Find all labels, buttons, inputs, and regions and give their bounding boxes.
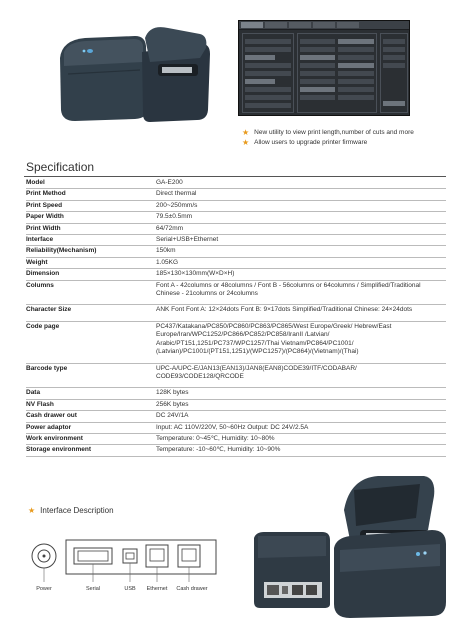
interface-title-text: Interface Description: [40, 506, 114, 515]
table-row: [26, 178, 446, 189]
spec-label: Print Method: [26, 189, 156, 200]
port-label-cash-drawer: Cash drawer: [176, 586, 208, 592]
table-row: [26, 422, 446, 433]
feature-text: Allow users to upgrade printer firmware: [254, 139, 368, 146]
table-row: [26, 433, 446, 444]
table-row: [26, 223, 446, 234]
table-row: [26, 411, 446, 422]
feature-text: New utility to view print length,number of cuts and more: [254, 129, 414, 136]
spec-label: Power adaptor: [26, 422, 156, 433]
feature-item: [242, 128, 414, 138]
table-row: [26, 257, 446, 268]
spec-value: 128K bytes: [156, 388, 446, 399]
feature-item: [242, 138, 414, 148]
spec-value: Direct thermal: [156, 189, 446, 200]
port-label-serial: Serial: [85, 586, 101, 592]
spec-value: 150km: [156, 246, 446, 257]
spec-label: Print Width: [26, 223, 156, 234]
table-row: [26, 235, 446, 246]
spec-value: 79.5±0.5mm: [156, 212, 446, 223]
spec-value: GA-E200: [156, 178, 446, 189]
table-row: [26, 189, 446, 200]
table-row: [26, 280, 446, 305]
spec-value: Temperature: 0~45℃, Humidity: 10~80%: [156, 433, 446, 444]
spec-label: Code page: [26, 321, 156, 363]
software-tab: [289, 22, 311, 28]
spec-value: Font A - 42columns or 48columns / Font B - 56columns or 64columns / Simplified/Traditional Chinese - 21columns or 24columns: [156, 280, 446, 305]
star-icon: ★: [28, 505, 36, 515]
spec-value: 64/72mm: [156, 223, 446, 234]
interface-diagram: [28, 530, 218, 600]
spec-label: Dimension: [26, 269, 156, 280]
software-tab: [313, 22, 335, 28]
spec-label: Interface: [26, 235, 156, 246]
star-icon: ★: [242, 128, 250, 137]
spec-value: PC437/Katakana/PC850/PC860/PC863/PC865/West Europe/Greek/ Hebrew/East Europe/Iran/WPC1252/PC866/PC852/PC858/IranII /Latvian/ Arabic/PT151,1251/PC737/WPC1257/Thai Vietnam/PC864/PC1001/ (Latvian)/PC1001/(PT151,1251)/(WPC1257)/(PC864)/(Vietnam)/(Thai): [156, 321, 446, 363]
software-tab: [265, 22, 287, 28]
spec-value: Input: AC 110V/220V, 50~60Hz Output: DC 24V/2.5A: [156, 422, 446, 433]
spec-label: Weight: [26, 257, 156, 268]
spec-label: Data: [26, 388, 156, 399]
table-row: [26, 399, 446, 410]
spec-label: Storage environment: [26, 445, 156, 456]
spec-title: Specification: [26, 160, 95, 174]
spec-label: Paper Width: [26, 212, 156, 223]
interface-title: [28, 506, 114, 515]
table-row: [26, 388, 446, 399]
printer-open-photo: [320, 470, 450, 620]
spec-label: NV Flash: [26, 399, 156, 410]
software-tab: [241, 22, 263, 28]
table-row: [26, 305, 446, 321]
spec-label: Reliability(Mechanism): [26, 246, 156, 257]
spec-value: UPC-A/UPC-E/JAN13(EAN13)/JAN8(EAN8)CODE39/ITF/CODABAR/ CODE93/CODE128/QRCODE: [156, 363, 446, 388]
table-row: [26, 445, 446, 456]
table-row: [26, 363, 446, 388]
spec-value: 200~250mm/s: [156, 200, 446, 211]
spec-label: Barcode type: [26, 363, 156, 388]
spec-label: Model: [26, 178, 156, 189]
spec-divider: [24, 176, 446, 177]
port-label-ethernet: Ethernet: [146, 586, 168, 592]
spec-value: 1.05KG: [156, 257, 446, 268]
spec-table: [26, 178, 446, 457]
spec-label: Print Speed: [26, 200, 156, 211]
spec-label: Character Size: [26, 305, 156, 321]
feature-list: [242, 128, 414, 148]
software-tab: [337, 22, 359, 28]
spec-value: DC 24V/1A: [156, 411, 446, 422]
utility-software-screenshot: [238, 20, 410, 116]
port-label-usb: USB: [124, 586, 136, 592]
spec-value: Serial+USB+Ethernet: [156, 235, 446, 246]
spec-label: Columns: [26, 280, 156, 305]
table-row: [26, 212, 446, 223]
table-row: [26, 246, 446, 257]
spec-label: Cash drawer out: [26, 411, 156, 422]
star-icon: ★: [242, 138, 250, 147]
printer-product-photo: [50, 18, 225, 128]
spec-value: 185×130×130mm(W×D×H): [156, 269, 446, 280]
spec-value: Temperature: -10~60℃, Humidity: 10~90%: [156, 445, 446, 456]
table-row: [26, 200, 446, 211]
software-tab-bar: [239, 21, 409, 30]
spec-value: ANK Font Font A: 12×24dots Font B: 9×17dots Simplified/Traditional Chinese: 24×24dots: [156, 305, 446, 321]
spec-label: Work environment: [26, 433, 156, 444]
port-label-power: Power: [36, 586, 52, 592]
spec-value: 256K bytes: [156, 399, 446, 410]
table-row: [26, 269, 446, 280]
table-row: [26, 321, 446, 363]
